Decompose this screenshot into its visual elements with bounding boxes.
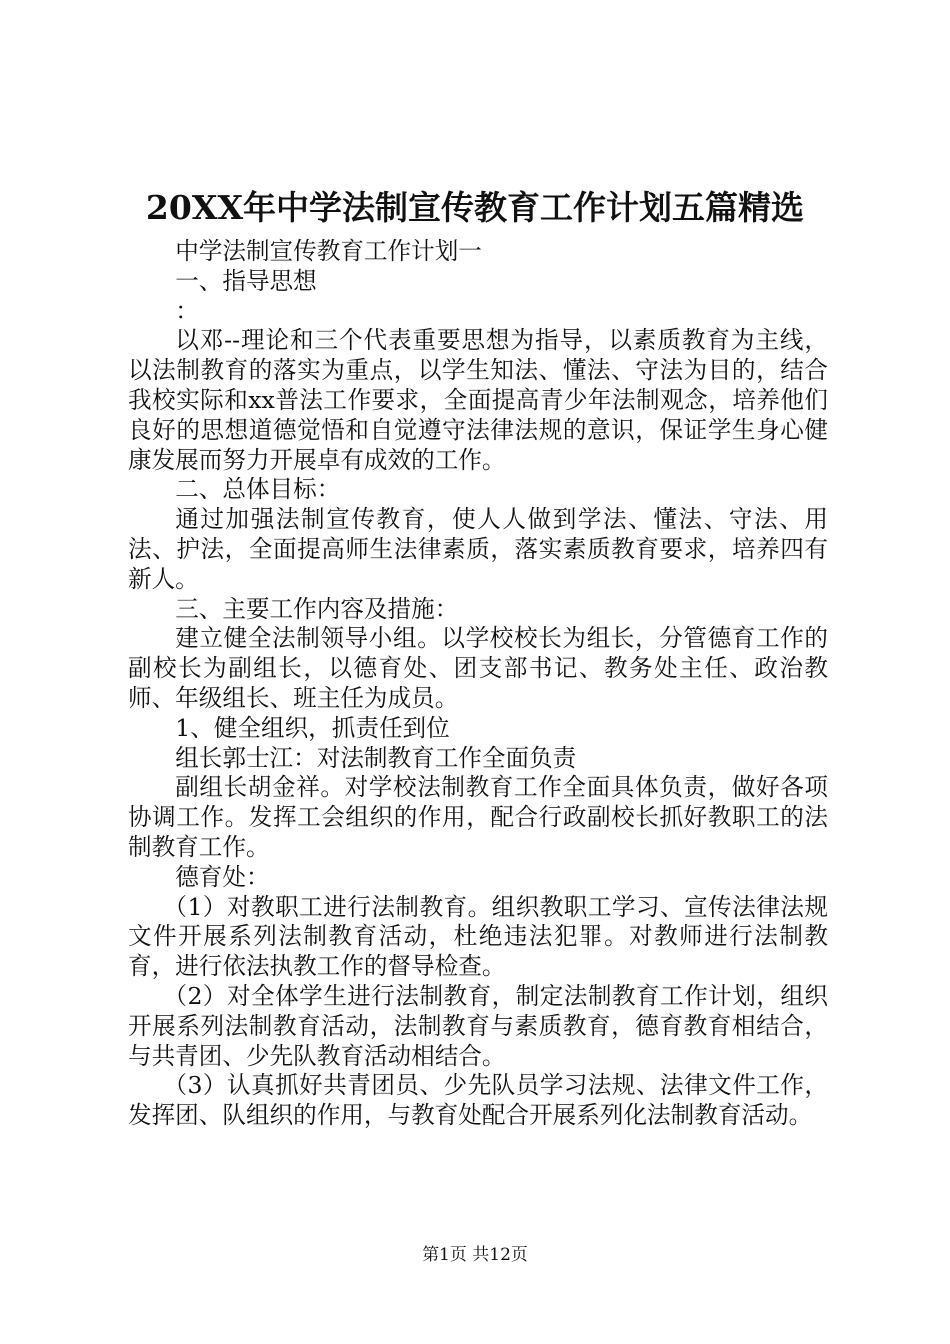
paragraph-moral-office: 德育处： [175,862,270,891]
paragraph-leading-group: 建立健全法制领导小组。以学校校长为组长，分管德育工作的副校长为副组长，以德育处、团支部书记、教务处主任、政治教师、年级组长、班主任为成员。 [128,624,828,712]
paragraph-heading-overall-goal: 二、总体目标： [175,475,341,504]
paragraph-deputy-leader: 副组长胡金祥。对学校法制教育工作全面具体负责，做好各项协调工作。发挥工会组织的作用，配合行政副校长抓好教职工的法制教育工作。 [128,773,828,861]
document-body [128,237,828,1131]
paragraph-colon: ： [175,296,199,325]
paragraph-point-1: （1）对教职工进行法制教育。组织教职工学习、宣传法律法规文件开展系列法制教育活动，杜绝违法犯罪。对教师进行法制教育，进行依法执教工作的督导检查。 [128,892,828,981]
paragraph-item-1: 1、健全组织，抓责任到位 [175,713,450,742]
paragraph-heading-guiding-ideology: 一、指导思想 [175,266,317,295]
paragraph-subtitle: 中学法制宣传教育工作计划一 [175,237,482,265]
document-title: 20XX年中学法制宣传教育工作计划五篇精选 [145,188,805,227]
paragraph-heading-main-work: 三、主要工作内容及措施： [175,594,459,623]
page-number: 第1页 共12页 [422,1245,528,1265]
paragraph-overall-goal: 通过加强法制宣传教育，使人人做到学法、懂法、守法、用法、护法，全面提高师生法律素质，落实素质教育要求，培养四有新人。 [128,505,828,593]
paragraph-guiding-ideology: 以邓--理论和三个代表重要思想为指导，以素质教育为主线，以法制教育的落实为重点，以学生知法、懂法、守法为目的，结合我校实际和xx普法工作要求，全面提高青少年法制观念，培养他们良好的思想道德觉悟和自觉遵守法律法规的意识，保证学生身心健康发展而努力开展卓有成效的工作。 [128,326,828,474]
paragraph-group-leader: 组长郭士江：对法制教育工作全面负责 [175,743,577,772]
paragraph-point-2: （2）对全体学生进行法制教育，制定法制教育工作计划，组织开展系列法制教育活动，法制教育与素质教育，德育教育相结合，与共青团、少先队教育活动相结合。 [128,981,828,1070]
paragraph-point-3: （3）认真抓好共青团员、少先队员学习法规、法律文件工作，发挥团、队组织的作用，与教育处配合开展系列化法制教育活动。 [128,1071,828,1130]
